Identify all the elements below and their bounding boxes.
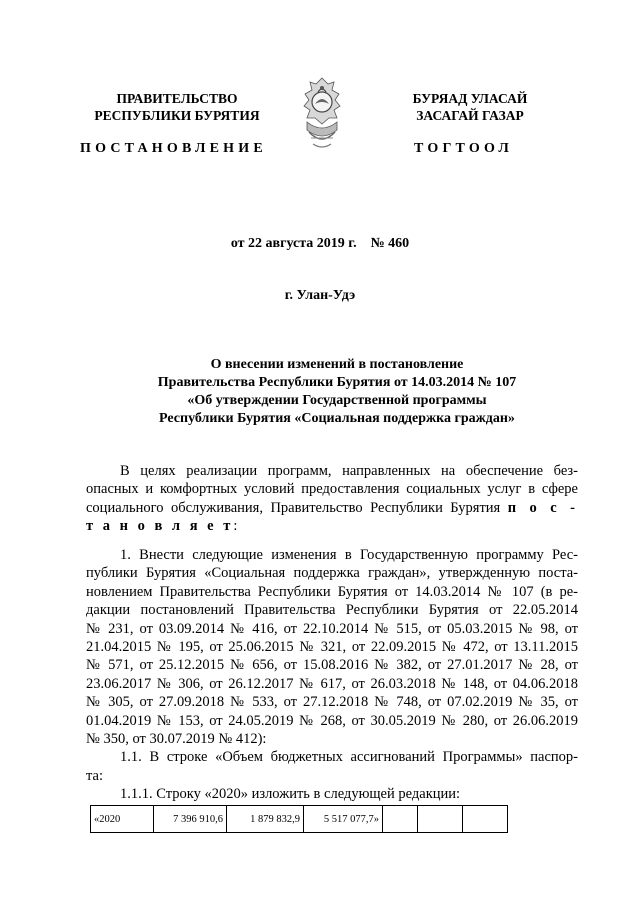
text-fragment: социального обслуживания, Правительство Республики Бурятия xyxy=(86,499,508,516)
item-1-paragraph xyxy=(86,546,578,803)
preamble-paragraph xyxy=(86,462,578,536)
table-cell-regional: 5 517 077,7» xyxy=(304,806,383,833)
text-line xyxy=(86,517,578,535)
spaced-keyword: п о с - xyxy=(507,499,578,516)
header-left-line1: ПРАВИТЕЛЬСТВО xyxy=(116,91,238,106)
spaced-keyword: т а н о в л я е т xyxy=(86,518,234,535)
text-line: 1.1. В строке «Объем бюджетных ассигнований Программы» паспор- xyxy=(120,749,578,766)
title-line: Республики Бурятия «Социальная поддержка граждан» xyxy=(159,411,515,426)
text-line xyxy=(86,499,578,517)
text-line: публики Бурятия «Социальная поддержка граждан», утвержденную поста- xyxy=(86,565,578,582)
title-line: Правительства Республики Бурятия от 14.03.2014 № 107 xyxy=(157,375,517,390)
table-cell-empty xyxy=(383,806,418,833)
text-line: 1. Внести следующие изменения в Государственную программу Рес- xyxy=(120,547,578,563)
text-line: 21.04.2015 № 195, от 25.06.2015 № 321, от 22.09.2015 № 472, от 13.11.2015 xyxy=(86,638,578,655)
table-cell-empty xyxy=(418,806,463,833)
budget-table xyxy=(90,805,508,833)
doc-type-right: ТОГТООЛ xyxy=(414,141,514,156)
table-cell-empty xyxy=(463,806,508,833)
text-line: № 231, от 03.09.2014 № 416, от 22.10.2014 № 515, от 05.03.2015 № 98, от xyxy=(86,620,578,637)
title-line: О внесении изменений в постановление xyxy=(210,357,464,372)
text-line: 1.1.1. Строку «2020» изложить в следующей редакции: xyxy=(120,786,461,803)
table-cell-total: 7 396 910,6 xyxy=(154,806,227,833)
text-line: № 305, от 27.09.2018 № 533, от 27.12.2018 № 748, от 07.02.2019 № 35, от xyxy=(86,694,578,711)
table-cell-year: «2020 xyxy=(91,806,154,833)
date-number: от 22 августа 2019 г. № 460 xyxy=(230,236,410,251)
text-line: опасных и комфортных условий предоставления социальных услуг в сфере xyxy=(86,481,578,498)
header-right-line2: ЗАСАГАЙ ГАЗАР xyxy=(416,108,524,123)
text-line: В целях реализации программ, направленных на обеспечение без- xyxy=(120,463,578,479)
text-line: № 350, от 30.07.2019 № 412): xyxy=(86,730,267,747)
text-line: новлением Правительства Республики Бурятия от 14.03.2014 № 107 (в ре- xyxy=(86,583,578,600)
text-line: дакции постановлений Правительства Республики Бурятия от 22.05.2014 xyxy=(86,602,578,619)
header-left xyxy=(72,90,282,124)
city: г. Улан-Удэ xyxy=(284,288,356,303)
table-cell-federal: 1 879 832,9 xyxy=(227,806,304,833)
header-right-line1: БУРЯАД УЛАСАЙ xyxy=(412,91,528,106)
text-fragment: : xyxy=(233,518,238,535)
coat-of-arms-emblem xyxy=(299,74,345,154)
document-title xyxy=(92,356,582,428)
doc-type-left: ПОСТАНОВЛЕНИЕ xyxy=(80,141,267,156)
text-line: 01.04.2019 № 153, от 24.05.2019 № 268, от 30.05.2019 № 280, от 26.06.2019 xyxy=(86,712,578,729)
table-row xyxy=(91,806,508,833)
text-line: та: xyxy=(86,767,103,784)
header-left-line2: РЕСПУБЛИКИ БУРЯТИЯ xyxy=(94,108,260,123)
title-line: «Об утверждении Государственной программы xyxy=(187,393,487,408)
text-line: № 571, от 25.12.2015 № 656, от 15.08.2016 № 382, от 27.01.2017 № 28, от xyxy=(86,657,578,674)
header-right xyxy=(386,90,554,124)
text-line: 23.06.2017 № 306, от 26.12.2017 № 617, от 26.03.2018 № 148, от 04.06.2018 xyxy=(86,675,578,692)
